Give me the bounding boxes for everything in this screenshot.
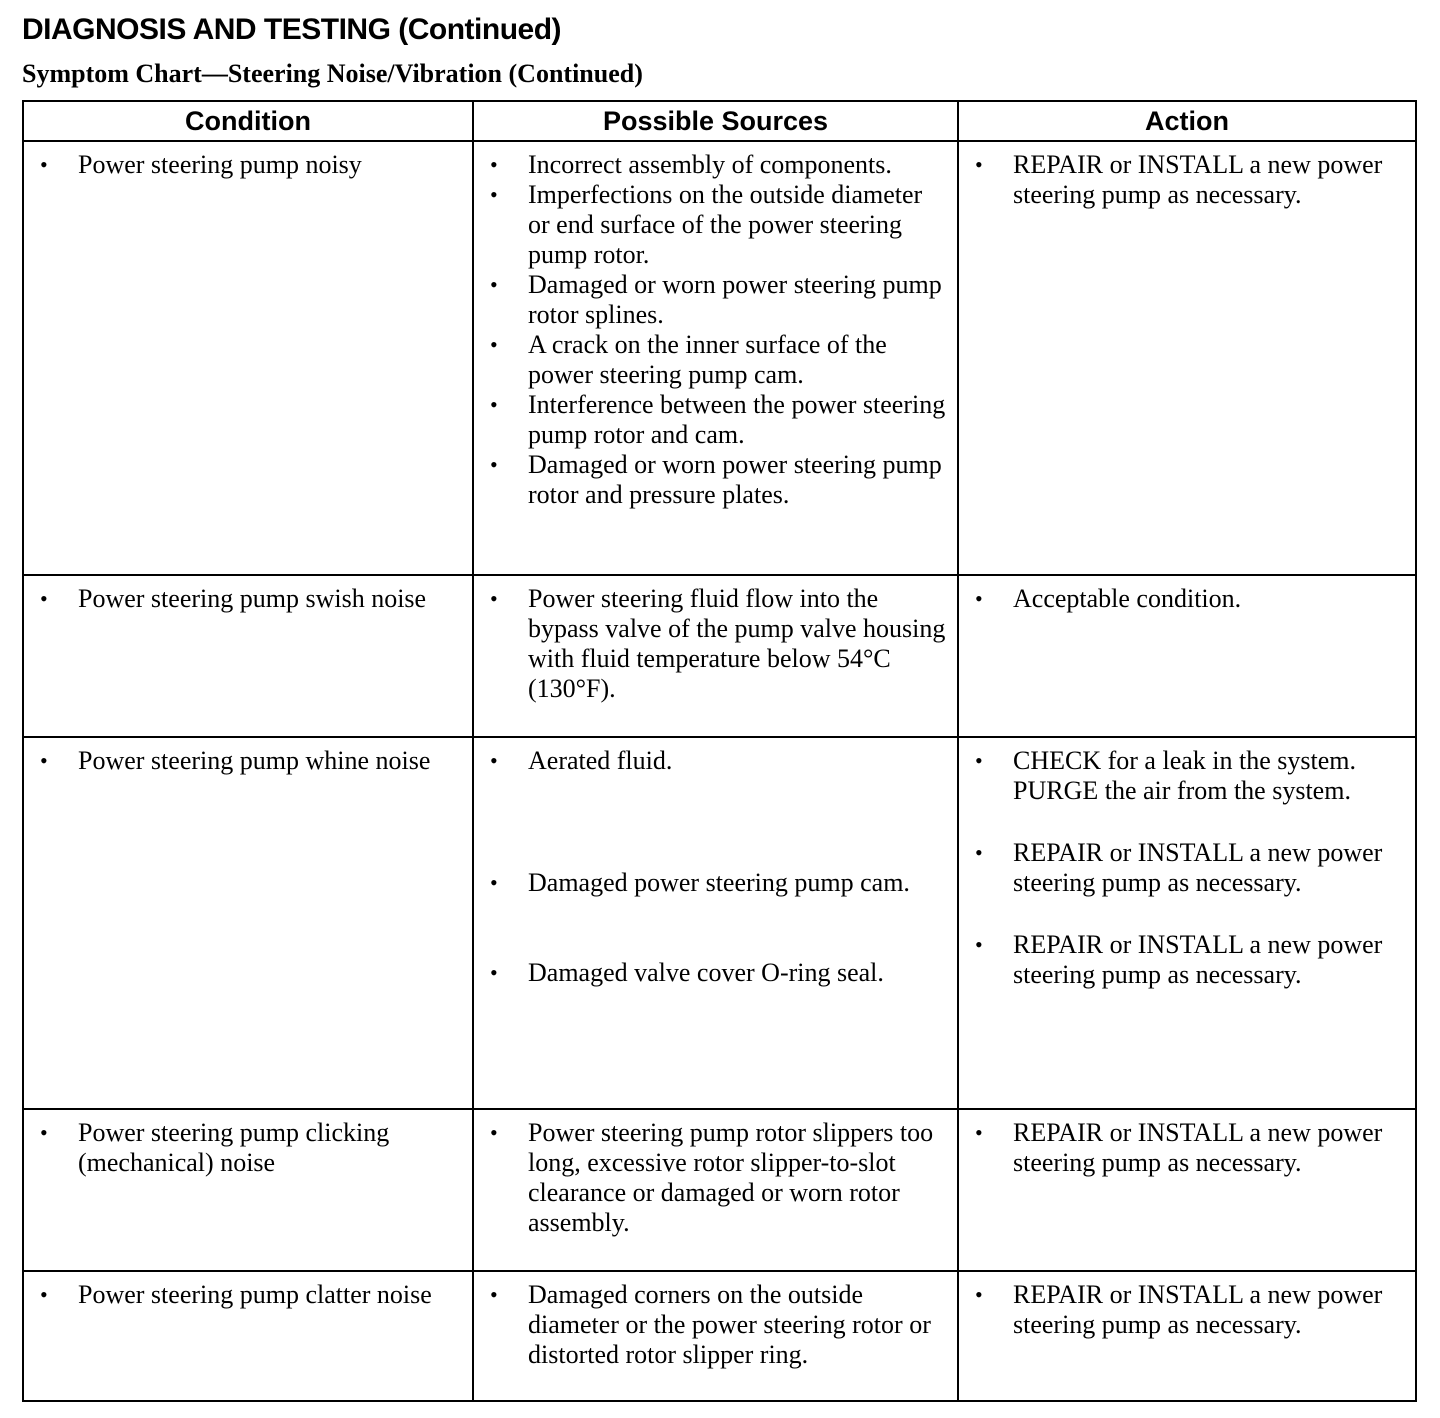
action-cell (958, 1109, 1416, 1271)
source-item: • Damaged corners on the outside diameter or the power steering rotor or distorted rotor slipper ring. (484, 1280, 947, 1370)
condition-text: • Power steering pump noisy (34, 150, 462, 180)
condition-cell (23, 1271, 473, 1401)
table-header-row (23, 101, 1416, 141)
action-item: • REPAIR or INSTALL a new power steering pump as necessary. (969, 150, 1405, 210)
sources-cell (473, 1271, 958, 1401)
chart-subtitle: Symptom Chart—Steering Noise/Vibration (Continued) (22, 59, 643, 88)
source-item: • Power steering pump rotor slippers too long, excessive rotor slipper-to-slot clearance or damaged or worn rotor assembly. (484, 1118, 947, 1238)
action-item: • Acceptable condition. (969, 584, 1405, 614)
sources-cell (473, 737, 958, 1109)
action-item: • REPAIR or INSTALL a new power steering pump as necessary. (969, 930, 1405, 990)
column-header-condition: Condition (23, 101, 473, 141)
condition-cell (23, 1109, 473, 1271)
table-row (23, 1271, 1416, 1401)
table-row (23, 737, 1416, 1109)
symptom-chart-table (22, 100, 1417, 1402)
sources-cell (473, 575, 958, 737)
action-item: • REPAIR or INSTALL a new power steering pump as necessary. (969, 838, 1405, 898)
action-item: • CHECK for a leak in the system. PURGE the air from the system. (969, 746, 1405, 806)
action-cell (958, 141, 1416, 575)
column-header-action: Action (958, 101, 1416, 141)
source-item: • Aerated fluid. (484, 746, 947, 776)
condition-cell (23, 737, 473, 1109)
source-item: • Incorrect assembly of components. (484, 150, 947, 180)
sources-cell (473, 1109, 958, 1271)
condition-text: • Power steering pump whine noise (34, 746, 462, 776)
action-cell (958, 575, 1416, 737)
condition-text: • Power steering pump clicking (mechanical) noise (34, 1118, 462, 1178)
source-item: • Damaged or worn power steering pump rotor splines. (484, 270, 947, 330)
source-item: • A crack on the inner surface of the power steering pump cam. (484, 330, 947, 390)
condition-cell (23, 575, 473, 737)
condition-text: • Power steering pump swish noise (34, 584, 462, 614)
sources-cell (473, 141, 958, 575)
page-title: DIAGNOSIS AND TESTING (Continued) (22, 13, 562, 46)
column-header-possible-sources: Possible Sources (473, 101, 958, 141)
source-item: • Power steering fluid flow into the bypass valve of the pump valve housing with fluid temperature below 54°C (130°F). (484, 584, 947, 704)
source-item: • Interference between the power steering pump rotor and cam. (484, 390, 947, 450)
table-row (23, 1109, 1416, 1271)
action-cell (958, 1271, 1416, 1401)
action-item: • REPAIR or INSTALL a new power steering pump as necessary. (969, 1118, 1405, 1178)
action-item: • REPAIR or INSTALL a new power steering pump as necessary. (969, 1280, 1405, 1340)
action-cell (958, 737, 1416, 1109)
table-row (23, 141, 1416, 575)
source-item: • Damaged valve cover O-ring seal. (484, 958, 947, 988)
table-row (23, 575, 1416, 737)
condition-cell (23, 141, 473, 575)
source-item: • Imperfections on the outside diameter or end surface of the power steering pump rotor. (484, 180, 947, 270)
condition-text: • Power steering pump clatter noise (34, 1280, 462, 1310)
source-item: • Damaged power steering pump cam. (484, 868, 947, 898)
source-item: • Damaged or worn power steering pump rotor and pressure plates. (484, 450, 947, 510)
